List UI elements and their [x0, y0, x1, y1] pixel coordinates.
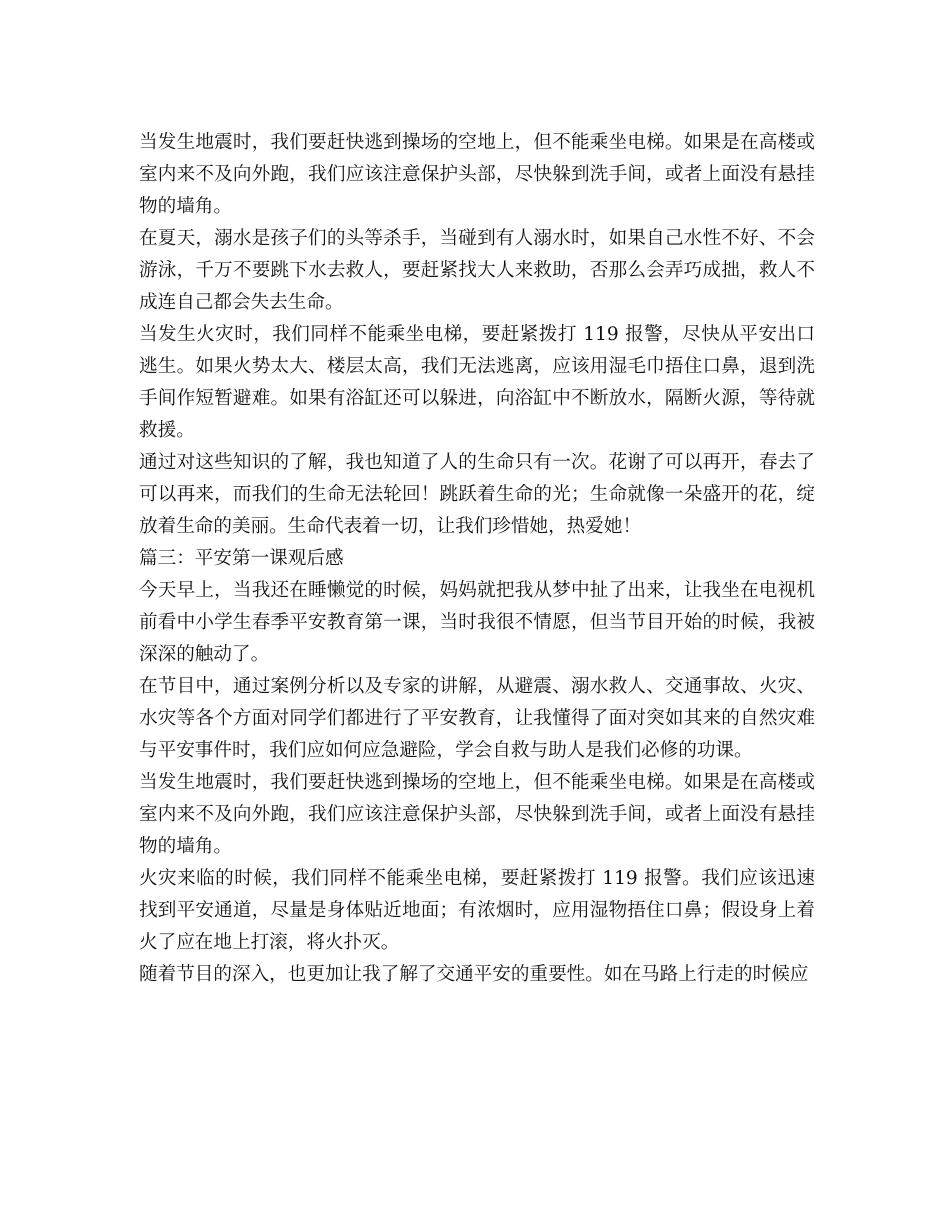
- paragraph-life: 通过对这些知识的了解，我也知道了人的生命只有一次。花谢了可以再开，春去了可以再来，而我们的生命无法轮回！跳跃着生命的光；生命就像一朵盛开的花，绽放着生命的美丽。生命代表着一切，让我们珍惜她，热爱她！: [139, 452, 815, 537]
- paragraph-morning: 今天早上，当我还在睡懒觉的时候，妈妈就把我从梦中扯了出来，让我坐在电视机前看中小学生春季平安教育第一课，当时我很不情愿，但当节目开始的时候，我被深深的触动了。: [139, 580, 815, 665]
- paragraph-fire-2: 火灾来临的时候，我们同样不能乘坐电梯，要赶紧拨打 119 报警。我们应该迅速找到平安通道，尽量是身体贴近地面；有浓烟时，应用湿物捂住口鼻；假设身上着火了应在地上打滚，将火扑灭。: [139, 868, 815, 953]
- document-body: [139, 127, 815, 991]
- section-heading: 篇三：平安第一课观后感: [139, 548, 344, 569]
- paragraph-fire-1: 当发生火灾时，我们同样不能乘坐电梯，要赶紧拨打 119 报警，尽快从平安出口逃生。如果火势太大、楼层太高，我们无法逃离，应该用湿毛巾捂住口鼻，退到洗手间作短暂避难。如果有浴缸还可以躲进，向浴缸中不断放水，隔断火源，等待就救援。: [139, 324, 815, 441]
- paragraph-drowning: 在夏天，溺水是孩子们的头等杀手，当碰到有人溺水时，如果自己水性不好、不会游泳，千万不要跳下水去救人，要赶紧找大人来救助，否那么会弄巧成拙，救人不成连自己都会失去生命。: [139, 228, 815, 313]
- paragraph-earthquake-1: 当发生地震时，我们要赶快逃到操场的空地上，但不能乘坐电梯。如果是在高楼或室内来不及向外跑，我们应该注意保护头部，尽快躲到洗手间，或者上面没有悬挂物的墙角。: [139, 132, 815, 217]
- paragraph-traffic: 随着节目的深入，也更加让我了解了交通平安的重要性。如在马路上行走的时候应: [139, 964, 809, 985]
- paragraph-program: 在节目中，通过案例分析以及专家的讲解，从避震、溺水救人、交通事故、火灾、水灾等各个方面对同学们都进行了平安教育，让我懂得了面对突如其来的自然灾难与平安事件时，我们应如何应急避险，学会自救与助人是我们必修的功课。: [139, 676, 815, 761]
- paragraph-earthquake-2: 当发生地震时，我们要赶快逃到操场的空地上，但不能乘坐电梯。如果是在高楼或室内来不及向外跑，我们应该注意保护头部，尽快躲到洗手间，或者上面没有悬挂物的墙角。: [139, 772, 815, 857]
